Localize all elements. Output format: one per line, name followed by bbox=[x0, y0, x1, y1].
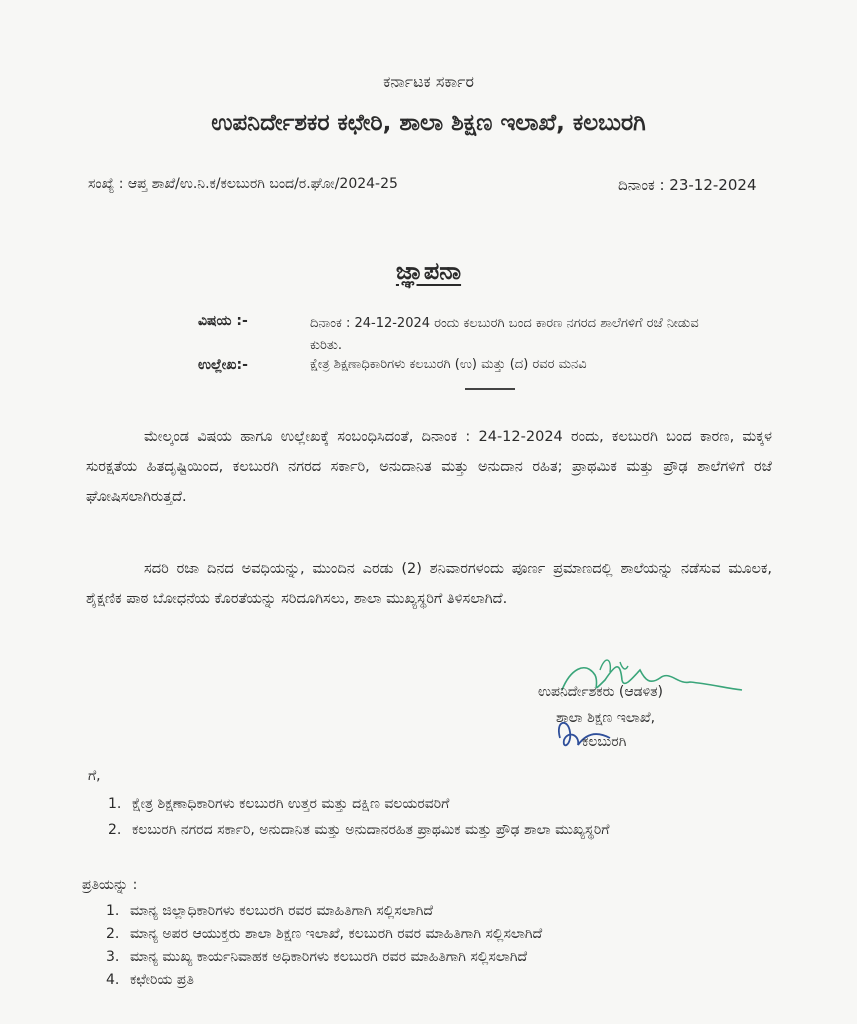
reference-label: ಉಲ್ಲೇಖ:- bbox=[198, 357, 248, 373]
notice-heading-text: ಜ್ಞಾಪನಾ bbox=[395, 257, 462, 285]
signature-green-stroke-2 bbox=[600, 660, 628, 672]
government-title: ಕರ್ನಾಟಕ ಸರ್ಕಾರ bbox=[383, 72, 474, 91]
body-paragraph-1: ಮೇಲ್ಕಂಡ ವಿಷಯ ಹಾಗೂ ಉಲ್ಲೇಖಕ್ಕೆ ಸಂಬಂಧಿಸಿದಂತೆ, ದಿನಾಂಕ : 24-12-2024 ರಂದು, ಕಲಬುರಗಿ ಬಂದ ಕಾರಣ, ಮಕ್ಕಳ ಸುರಕ್ಷತೆಯ ಹಿತದೃಷ್ಟಿಯಿಂದ, ಕಲಬುರಗಿ ನಗರದ ಸರ್ಕಾರಿ, ಅನುದಾನಿತ ಮತ್ತು ಅನುದಾನ ರಹಿತ; ಪ್ರಾಥಮಿಕ ಮತ್ತು ಪ್ರೌಢ ಶಾಲೆಗಳಿಗೆ ರಜೆ ಘೋಷಿಸಲಾಗಿರುತ್ತದೆ. bbox=[86, 429, 772, 505]
signatory-designation: ಉಪನಿರ್ದೇಶಕರು (ಆಡಳಿತ) bbox=[538, 684, 664, 700]
copies-label: ಪ್ರತಿಯನ್ನು : bbox=[82, 877, 138, 893]
signatory-department: ಶಾಲಾ ಶಿಕ್ಷಣ ಇಲಾಖೆ, bbox=[556, 710, 656, 726]
list-item-number: 1. bbox=[108, 796, 122, 812]
list-item-text: ಮಾನ್ಯ ಜಿಲ್ಲಾಧಿಕಾರಿಗಳು ಕಲಬುರಗಿ ರವರ ಮಾಹಿತಿಗಾಗಿ ಸಲ್ಲಿಸಲಾಗಿದೆ bbox=[130, 903, 433, 919]
list-item-text: ಮಾನ್ಯ ಅಪರ ಆಯುಕ್ತರು ಶಾಲಾ ಶಿಕ್ಷಣ ಇಲಾಖೆ, ಕಲಬುರಗಿ ರವರ ಮಾಹಿತಿಗಾಗಿ ಸಲ್ಲಿಸಲಾಗಿದೆ bbox=[130, 926, 543, 942]
notice-heading bbox=[0, 257, 857, 285]
list-item-number: 1. bbox=[106, 903, 120, 919]
list-item-text: ಮಾನ್ಯ ಮುಖ್ಯ ಕಾರ್ಯನಿವಾಹಕ ಅಧಿಕಾರಿಗಳು ಕಲಬುರಗಿ ರವರ ಮಾಹಿತಿಗಾಗಿ ಸಲ್ಲಿಸಲಾಗಿದೆ bbox=[130, 949, 528, 965]
divider bbox=[465, 388, 515, 390]
recipients-label: ಗೆ, bbox=[88, 768, 101, 784]
list-item bbox=[108, 792, 748, 816]
office-title: ಉಪನಿರ್ದೇಶಕರ ಕಛೇರಿ, ಶಾಲಾ ಶಿಕ್ಷಣ ಇಲಾಖೆ, ಕಲಬುರಗಿ bbox=[211, 110, 646, 136]
reference-number: ಸಂಖ್ಯೆ : ಆಪ್ತ ಶಾಖೆ/ಉ.ನಿ.ಕ/ಕಲಬುರಗಿ ಬಂದ/ರ.ಘೋ/2024-25 bbox=[88, 176, 398, 192]
list-item-text: ಕಛೇರಿಯ ಪ್ರತಿ bbox=[130, 972, 194, 988]
copies-list bbox=[106, 900, 746, 992]
reference-text: ಕ್ಷೇತ್ರ ಶಿಕ್ಷಣಾಧಿಕಾರಿಗಳು ಕಲಬುರಗಿ (ಉ) ಮತ್ತು (ದ) ರವರ ಮನವಿ bbox=[310, 357, 587, 372]
list-item-text: ಕ್ಷೇತ್ರ ಶಿಕ್ಷಣಾಧಿಕಾರಿಗಳು ಕಲಬುರಗಿ ಉತ್ತರ ಮತ್ತು ದಕ್ಷಿಣ ವಲಯರವರಿಗೆ bbox=[132, 796, 450, 812]
subject-text: ದಿನಾಂಕ : 24-12-2024 ರಂದು ಕಲಬುರಗಿ ಬಂದ ಕಾರಣ ನಗರದ ಶಾಲೆಗಳಿಗೆ ರಜೆ ನೀಡುವ ಕುರಿತು. bbox=[310, 316, 699, 353]
list-item bbox=[106, 969, 746, 992]
document-date: ದಿನಾಂಕ : 23-12-2024 bbox=[618, 176, 757, 194]
list-item-number: 2. bbox=[106, 926, 120, 942]
list-item-number: 4. bbox=[106, 972, 120, 988]
list-item-number: 3. bbox=[106, 949, 120, 965]
list-item bbox=[106, 923, 746, 946]
subject-label: ವಿಷಯ :- bbox=[198, 313, 248, 329]
list-item-text: ಕಲಬುರಗಿ ನಗರದ ಸರ್ಕಾರಿ, ಅನುದಾನಿತ ಮತ್ತು ಅನುದಾನರಹಿತ ಪ್ರಾಥಮಿಕ ಮತ್ತು ಪ್ರೌಢ ಶಾಲಾ ಮುಖ್ಯಸ್ಥರಿಗೆ bbox=[132, 822, 610, 838]
signatory-place: ಕಲಬುರಗಿ bbox=[582, 734, 627, 750]
list-item-number: 2. bbox=[108, 822, 122, 838]
list-item bbox=[108, 818, 748, 842]
body-paragraph-2: ಸದರಿ ರಜಾ ದಿನದ ಅವಧಿಯನ್ನು, ಮುಂದಿನ ಎರಡು (2) ಶನಿವಾರಗಳಂದು ಪೂರ್ಣ ಪ್ರಮಾಣದಲ್ಲಿ ಶಾಲೆಯನ್ನು ನಡೆಸುವ ಮೂಲಕ, ಶೈಕ್ಷಣಿಕ ಪಾಠ ಬೋಧನೆಯ ಕೊರತೆಯನ್ನು ಸರಿದೂಗಿಸಲು, ಶಾಲಾ ಮುಖ್ಯಸ್ಥರಿಗೆ ತಿಳಿಸಲಾಗಿದೆ. bbox=[86, 561, 772, 607]
list-item bbox=[106, 900, 746, 923]
list-item bbox=[106, 946, 746, 969]
recipients-list bbox=[108, 792, 748, 844]
